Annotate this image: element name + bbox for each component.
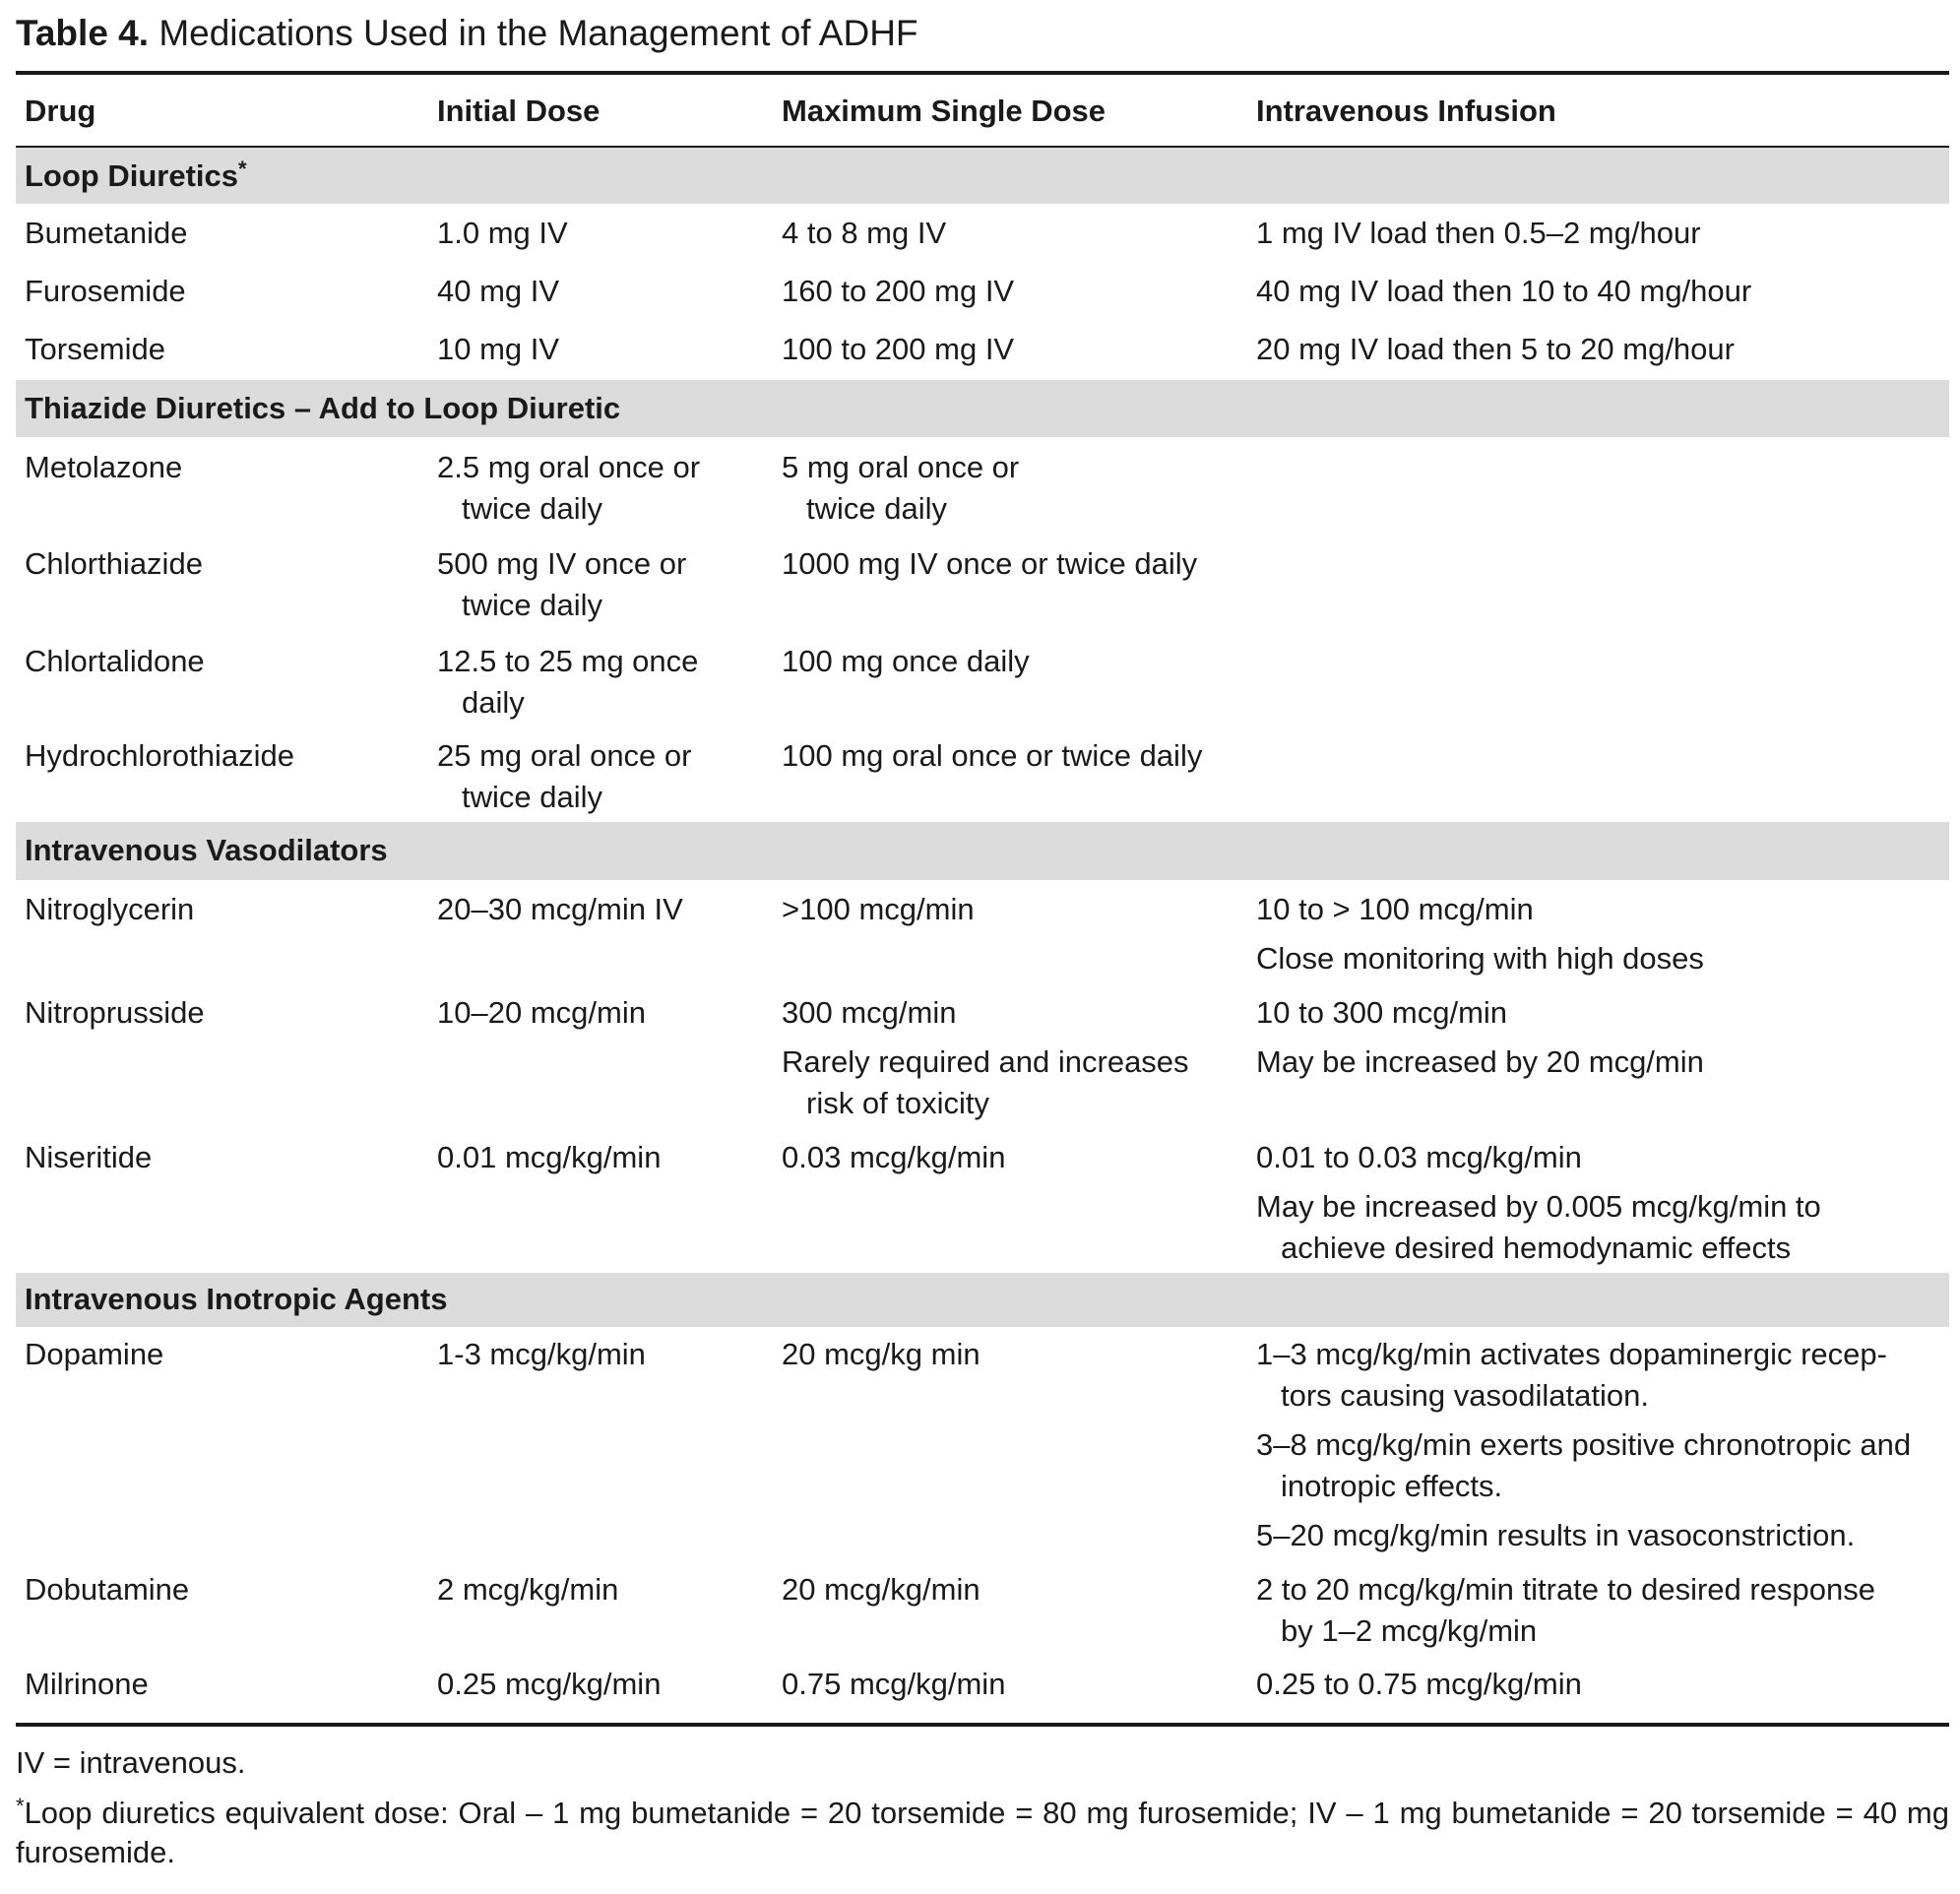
drug-name: Dopamine: [25, 1337, 164, 1371]
section-label: Loop Diuretics*: [25, 157, 247, 193]
initial-dose: 40 mg IV: [437, 274, 560, 308]
intravenous-infusion: 10 to > 100 mcg/min Close monitoring with high doses: [1256, 892, 1704, 976]
maximum-single-dose: 1000 mg IV once or twice daily: [782, 546, 1198, 581]
initial-dose: 0.25 mcg/kg/min: [437, 1667, 662, 1701]
intravenous-infusion: 20 mg IV load then 5 to 20 mg/hour: [1256, 332, 1735, 366]
footnote-marker: *: [238, 157, 247, 181]
maximum-single-dose: 100 mg once daily: [782, 644, 1030, 678]
intravenous-infusion: 40 mg IV load then 10 to 40 mg/hour: [1256, 274, 1752, 308]
initial-dose: 20–30 mcg/min IV: [437, 892, 683, 926]
column-header-initial-dose: Initial Dose: [437, 94, 601, 128]
maximum-single-dose: 5 mg oral once or twice daily: [782, 450, 1020, 526]
footnote-abbreviation: IV = intravenous.: [16, 1745, 246, 1780]
column-header-drug: Drug: [25, 94, 96, 128]
intravenous-infusion: 0.25 to 0.75 mcg/kg/min: [1256, 1667, 1582, 1701]
maximum-single-dose: >100 mcg/min: [782, 892, 975, 926]
maximum-single-dose: 160 to 200 mg IV: [782, 274, 1015, 308]
maximum-single-dose: 20 mcg/kg min: [782, 1337, 980, 1371]
footnote-marker: *: [16, 1794, 25, 1818]
section-header-loop-diuretics: [16, 148, 1949, 204]
initial-dose: 0.01 mcg/kg/min: [437, 1140, 662, 1174]
initial-dose: 1.0 mg IV: [437, 216, 568, 250]
table-title: [16, 10, 918, 57]
drug-name: Chlortalidone: [25, 644, 205, 678]
drug-name: Chlorthiazide: [25, 546, 203, 581]
maximum-single-dose: 300 mcg/min Rarely required and increases risk of toxicity: [782, 995, 1189, 1120]
maximum-single-dose: 100 mg oral once or twice daily: [782, 738, 1203, 773]
column-header-maximum-single-dose: Maximum Single Dose: [782, 94, 1106, 128]
drug-name: Hydrochlorothiazide: [25, 738, 294, 773]
drug-name: Furosemide: [25, 274, 186, 308]
initial-dose: 2 mcg/kg/min: [437, 1572, 619, 1607]
intravenous-infusion: 2 to 20 mcg/kg/min titrate to desired response by 1–2 mcg/kg/min: [1256, 1572, 1875, 1648]
initial-dose: 500 mg IV once or twice daily: [437, 546, 687, 622]
initial-dose: 2.5 mg oral once or twice daily: [437, 450, 701, 526]
intravenous-infusion: 0.01 to 0.03 mcg/kg/min May be increased by 0.005 mcg/kg/min to achieve desired hemodynamic effects: [1256, 1140, 1821, 1265]
initial-dose: 25 mg oral once or twice daily: [437, 738, 692, 814]
section-header-intravenous-vasodilators: [16, 822, 1949, 880]
maximum-single-dose: 4 to 8 mg IV: [782, 216, 947, 250]
table-number: Table 4.: [16, 13, 150, 53]
maximum-single-dose: 0.75 mcg/kg/min: [782, 1667, 1006, 1701]
intravenous-infusion: 1–3 mcg/kg/min activates dopaminergic recep- tors causing vasodilatation. 3–8 mcg/kg/min exerts positive chronotropic and inotropic effects. 5–20 mcg/kg/min results in vasoconstriction.: [1256, 1337, 1912, 1552]
drug-name: Milrinone: [25, 1667, 149, 1701]
drug-name: Metolazone: [25, 450, 183, 484]
maximum-single-dose: 100 to 200 mg IV: [782, 332, 1015, 366]
maximum-single-dose: 20 mcg/kg/min: [782, 1572, 980, 1607]
header-row: [16, 91, 1949, 138]
intravenous-infusion: 10 to 300 mcg/min May be increased by 20 mcg/min: [1256, 995, 1704, 1079]
column-header-intravenous-infusion: Intravenous Infusion: [1256, 94, 1556, 128]
footnote-equivalence: *Loop diuretics equivalent dose: Oral – 1 mg bumetanide = 20 torsemide = 80 mg furosemide; IV – 1 mg bumetanide = 20 torsemide = 40 mg furosemide.: [16, 1794, 1949, 1869]
drug-name: Dobutamine: [25, 1572, 190, 1607]
section-label: Thiazide Diuretics – Add to Loop Diuretic: [25, 391, 621, 425]
initial-dose: 1-3 mcg/kg/min: [437, 1337, 646, 1371]
drug-name: Nitroprusside: [25, 995, 205, 1030]
drug-name: Bumetanide: [25, 216, 188, 250]
intravenous-infusion: 1 mg IV load then 0.5–2 mg/hour: [1256, 216, 1701, 250]
top-rule: [16, 71, 1949, 75]
drug-name: Niseritide: [25, 1140, 153, 1174]
section-header-thiazide-diuretics: [16, 380, 1949, 437]
drug-name: Nitroglycerin: [25, 892, 195, 926]
section-label: Intravenous Inotropic Agents: [25, 1282, 448, 1316]
drug-name: Torsemide: [25, 332, 165, 366]
initial-dose: 10 mg IV: [437, 332, 560, 366]
initial-dose: 12.5 to 25 mg once daily: [437, 644, 699, 720]
maximum-single-dose: 0.03 mcg/kg/min: [782, 1140, 1006, 1174]
bottom-rule: [16, 1723, 1949, 1727]
table-caption: Medications Used in the Management of ADHF: [158, 13, 918, 53]
section-header-intravenous-inotropic-agents: [16, 1273, 1949, 1327]
initial-dose: 10–20 mcg/min: [437, 995, 646, 1030]
section-label: Intravenous Vasodilators: [25, 833, 388, 867]
